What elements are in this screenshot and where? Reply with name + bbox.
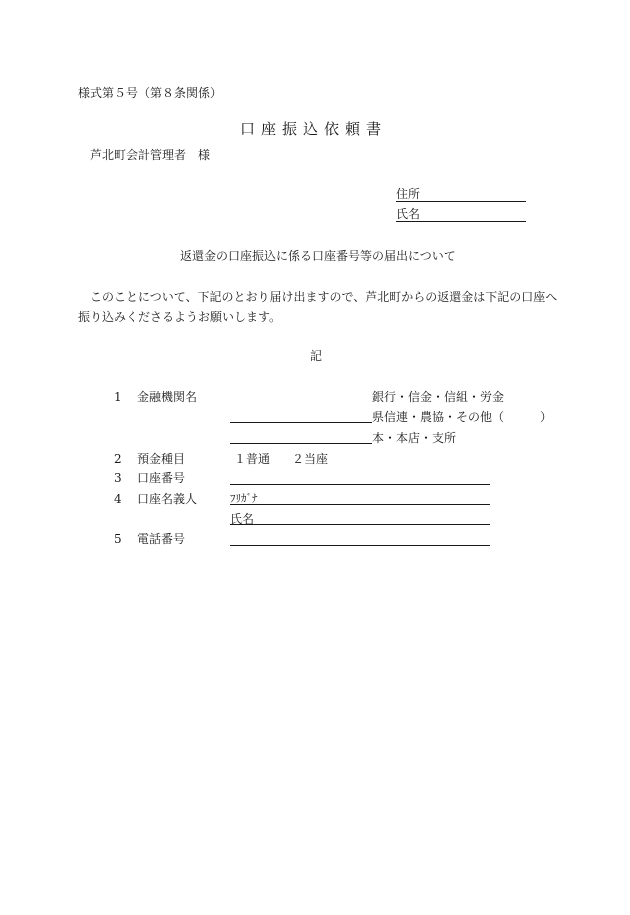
- applicant-address-field[interactable]: [396, 201, 526, 202]
- form-number: 様式第５号（第８条関係）: [78, 86, 223, 100]
- furigana-field[interactable]: [230, 504, 490, 505]
- account-number-field[interactable]: [230, 484, 490, 485]
- bank-name-label: 金融機関名: [137, 390, 198, 404]
- ki-heading: 記: [310, 349, 323, 363]
- account-number-label: 口座番号: [137, 471, 186, 485]
- holder-name-field[interactable]: [230, 524, 490, 525]
- subject: 返還金の口座振込に係る口座番号等の届出について: [180, 249, 456, 263]
- body-line-1: このことについて、下記のとおり届け出ますので、芦北町からの返還金は下記の口座へ: [90, 290, 558, 304]
- phone-number-label: 電話番号: [137, 532, 186, 546]
- applicant-address-label: 住所: [396, 187, 421, 201]
- page-title: 口座振込依頼書: [240, 120, 388, 138]
- item-1-number: 1: [114, 390, 122, 404]
- deposit-option-ordinary[interactable]: １普通: [234, 452, 271, 466]
- holder-name-label: 氏名: [230, 512, 255, 526]
- deposit-option-current[interactable]: ２当座: [292, 452, 329, 466]
- addressee: 芦北町会計管理者 様: [90, 148, 211, 162]
- bank-types-1: 銀行・信金・信組・労金: [372, 390, 505, 404]
- branch-types: 本・本店・支所: [372, 431, 457, 445]
- item-5-number: 5: [114, 532, 122, 546]
- body-line-2: 振り込みくださるようお願いします。: [78, 310, 282, 324]
- item-4-number: 4: [114, 492, 122, 506]
- bank-types-2: 県信連・農協・その他（ ）: [372, 410, 553, 424]
- phone-number-field[interactable]: [230, 545, 490, 546]
- applicant-name-label: 氏名: [396, 207, 421, 221]
- item-3-number: 3: [114, 471, 122, 485]
- bank-name-field[interactable]: [230, 422, 372, 423]
- account-holder-label: 口座名義人: [137, 492, 198, 506]
- deposit-type-label: 預金種目: [137, 452, 186, 466]
- item-2-number: 2: [114, 452, 122, 466]
- furigana-label: ﾌﾘｶﾞﾅ: [230, 492, 258, 505]
- applicant-name-field[interactable]: [396, 221, 526, 222]
- branch-name-field[interactable]: [230, 443, 372, 444]
